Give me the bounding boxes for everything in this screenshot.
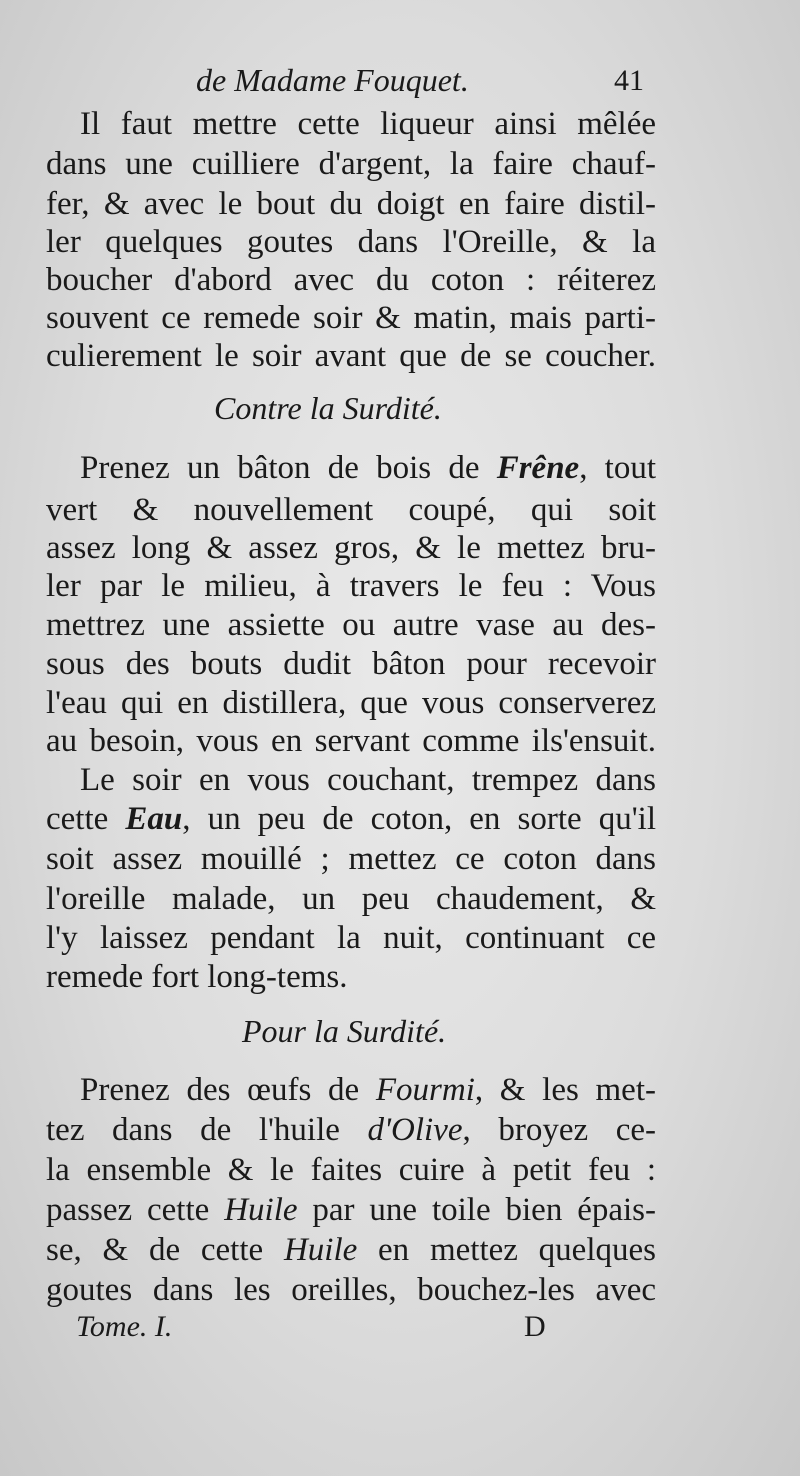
text-run: , tout (579, 450, 657, 486)
text-run: par une toile bien épais- (297, 1192, 657, 1228)
text-line: fer, & avec le bout du doigt en faire distil- (46, 186, 656, 222)
emphasis: Eau (125, 801, 183, 837)
text-run: cette (46, 801, 126, 837)
text-line (46, 1190, 656, 1230)
section-heading: Pour la Surdité. (242, 1013, 447, 1049)
text-run: en mettez quelques (357, 1232, 656, 1268)
text-line (46, 799, 656, 839)
text-line: mettrez une assiette ou autre vase au des- (46, 607, 656, 643)
text-line: remede fort long-tems. (46, 959, 348, 995)
text-line: dans une cuilliere d'argent, la faire chauf- (46, 146, 656, 182)
text-run: Prenez des œufs de (80, 1072, 376, 1108)
text-run: , broyez ce- (462, 1112, 656, 1148)
volume-mark: Tome. I. (76, 1310, 173, 1343)
text-line: assez long & assez gros, & le mettez bru- (46, 530, 656, 566)
text-line: Il faut mettre cette liqueur ainsi mêlée (80, 106, 656, 142)
text-line: sous des bouts dudit bâton pour recevoir (46, 646, 656, 682)
text-run: Prenez un bâton de bois de (80, 450, 497, 486)
emphasis: Huile (224, 1192, 298, 1228)
text-line: l'y laissez pendant la nuit, continuant ce (46, 920, 656, 956)
text-line (46, 1230, 656, 1270)
text-line (46, 1110, 656, 1150)
text-line: culierement le soir avant que de se coucher. (46, 338, 656, 374)
text-line: ler par le milieu, à travers le feu : Vous (46, 568, 656, 604)
text-line: soit assez mouillé ; mettez ce coton dans (46, 841, 656, 877)
page-number: 41 (614, 64, 644, 97)
text-run: passez cette (46, 1192, 225, 1228)
emphasis: Fourmi (375, 1072, 475, 1108)
text-line: ler quelques goutes dans l'Oreille, & la (46, 224, 656, 260)
text-run: tez dans de l'huile (46, 1112, 368, 1148)
emphasis: Frêne (496, 450, 580, 486)
text-line: l'eau qui en distillera, que vous conserverez (46, 685, 656, 721)
running-title: de Madame Fouquet. (196, 62, 469, 98)
text-run: , un peu de coton, en sorte qu'il (182, 801, 657, 837)
signature-mark: D (524, 1310, 546, 1343)
text-line: boucher d'abord avec du coton : réiterez (46, 262, 656, 298)
text-run: , & les met- (474, 1072, 656, 1108)
text-line: goutes dans les oreilles, bouchez-les avec (46, 1272, 656, 1308)
emphasis: Huile (283, 1232, 358, 1268)
text-line: vert & nouvellement coupé, qui soit (46, 492, 656, 528)
text-line: Le soir en vous couchant, trempez dans (80, 762, 656, 798)
text-line (80, 448, 656, 488)
text-line (80, 1070, 656, 1110)
text-line: au besoin, vous en servant comme ils'ensuit. (46, 723, 656, 759)
text-run: se, & de cette (46, 1232, 284, 1268)
text-line: l'oreille malade, un peu chaudement, & (46, 881, 656, 917)
text-line: la ensemble & le faites cuire à petit feu : (46, 1152, 656, 1188)
section-heading: Contre la Surdité. (214, 390, 442, 426)
text-line: souvent ce remede soir & matin, mais parti- (46, 300, 656, 336)
emphasis: d'Olive (367, 1112, 463, 1148)
